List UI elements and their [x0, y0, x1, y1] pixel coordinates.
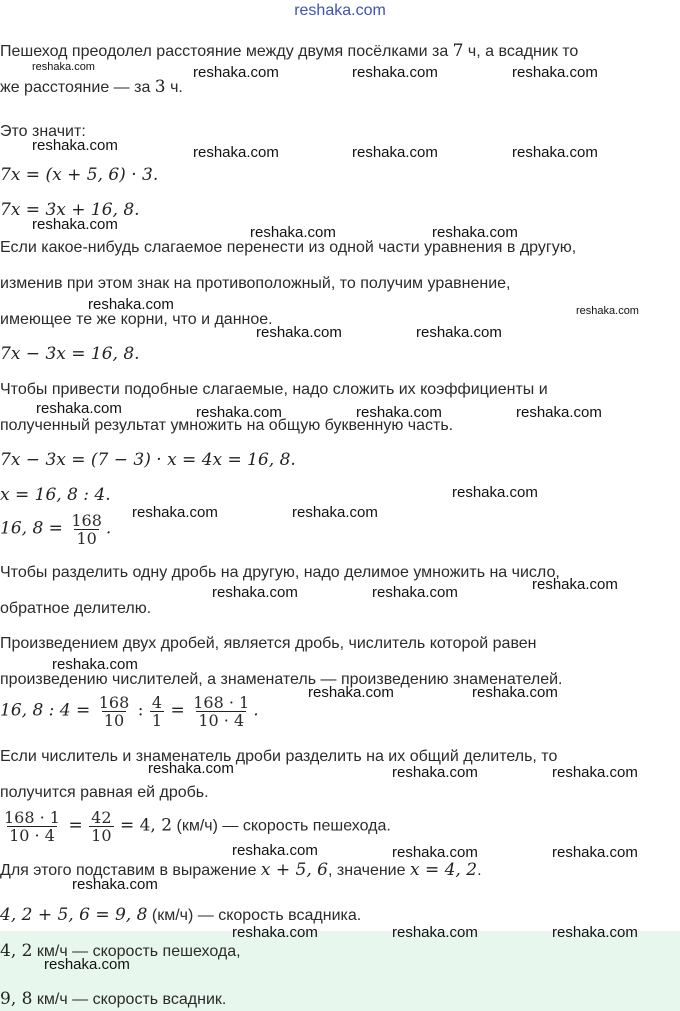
rule-line: Произведением двух дробей, является дробь, числитель которой равен: [0, 635, 537, 652]
watermark: reshaka.com: [32, 137, 118, 154]
watermark: reshaka.com: [52, 656, 138, 673]
watermark: reshaka.com: [532, 576, 618, 593]
watermark: reshaka.com: [250, 224, 336, 241]
fraction: $\frac{42}{10}$: [91, 808, 112, 845]
answer-line-1: 4, 2 км/ч — скорость пешехода,: [0, 941, 241, 961]
equation-6: 16, 8 = $\frac{168}{10}$ .: [0, 511, 112, 548]
watermark: reshaka.com: [356, 404, 442, 421]
watermark: reshaka.com: [512, 64, 598, 81]
watermark: reshaka.com: [392, 924, 478, 941]
watermark: reshaka.com: [372, 584, 458, 601]
watermark: reshaka.com: [308, 684, 394, 701]
rule-line: Если числитель и знаменатель дроби разделить на их общий делитель, то: [0, 748, 558, 765]
watermark: reshaka.com: [432, 224, 518, 241]
watermark: reshaka.com: [416, 324, 502, 341]
substitution-line: Для этого подставим в выражение x + 5, 6, значение x = 4, 2.: [0, 860, 482, 880]
answer-line-2: 9, 8 км/ч — скорость всадник.: [0, 989, 227, 1009]
rule-line: имеющее те же корни, что и данное.: [0, 311, 273, 328]
fraction: $\frac{168}{10}$: [98, 693, 130, 730]
rule-line: изменив при этом знак на противоположный, то получим уравнение,: [0, 275, 511, 292]
watermark: reshaka.com: [512, 144, 598, 161]
rule-line: произведению числителей, а знаменатель — произведению знаменателей.: [0, 671, 563, 688]
watermark: reshaka.com: [212, 584, 298, 601]
watermark: reshaka.com: [292, 504, 378, 521]
problem-line-2: же расстояние — за 3 ч.: [0, 77, 183, 97]
watermark: reshaka.com: [352, 144, 438, 161]
watermark: reshaka.com: [32, 216, 118, 233]
watermark: reshaka.com: [132, 504, 218, 521]
site-header-link[interactable]: reshaka.com: [294, 2, 386, 19]
rule-line: Если какое-нибудь слагаемое перенести из одной части уравнения в другую,: [0, 239, 577, 256]
watermark: reshaka.com: [72, 876, 158, 893]
watermark: reshaka.com: [196, 404, 282, 421]
watermark: reshaka.com: [472, 684, 558, 701]
watermark: reshaka.com: [352, 64, 438, 81]
rule-line: Чтобы привести подобные слагаемые, надо сложить их коэффициенты и: [0, 381, 548, 398]
watermark: reshaka.com: [36, 400, 122, 417]
watermark: reshaka.com: [452, 484, 538, 501]
watermark: reshaka.com: [552, 924, 638, 941]
equation-1: 7x = (x + 5, 6) · 3.: [0, 165, 159, 185]
equation-5: x = 16, 8 : 4.: [0, 485, 111, 505]
watermark: reshaka.com: [232, 924, 318, 941]
text-line: Это значит:: [0, 123, 86, 140]
watermark: reshaka.com: [232, 842, 318, 859]
watermark: reshaka.com: [552, 844, 638, 861]
fraction: $\frac{168 \cdot 1}{10 \cdot 4}$: [4, 808, 60, 845]
watermark: reshaka.com: [32, 61, 95, 73]
equation-3: 7x − 3x = 16, 8.: [0, 344, 140, 364]
watermark: reshaka.com: [193, 64, 279, 81]
fraction: $\frac{4}{1}$: [151, 693, 163, 730]
fraction: $\frac{168 \cdot 1}{10 \cdot 4}$: [193, 693, 250, 730]
problem-line-1: Пешеход преодолел расстояние между двумя посёлками за 7 ч, а всадник то: [0, 41, 579, 61]
watermark: reshaka.com: [392, 844, 478, 861]
equation-2: 7x = 3x + 16, 8.: [0, 200, 140, 220]
rule-line: Чтобы разделить одну дробь на другую, надо делимое умножить на число,: [0, 564, 560, 581]
watermark: reshaka.com: [516, 404, 602, 421]
watermark: reshaka.com: [576, 305, 639, 317]
equation-4: 7x − 3x = (7 − 3) · x = 4x = 16, 8.: [0, 450, 296, 470]
watermark: reshaka.com: [44, 956, 130, 973]
watermark: reshaka.com: [552, 764, 638, 781]
equation-7: 16, 8 : 4 = $\frac{168}{10}$ : $\frac{4}{1}$ = $\frac{168 \cdot 1}{10 \cdot 4}$ .: [0, 693, 259, 730]
equation-8: $\frac{168 \cdot 1}{10 \cdot 4}$ = $\frac{42}{10}$ = 4, 2 (км/ч) — скорость пешехода.: [4, 808, 391, 845]
watermark: reshaka.com: [148, 760, 234, 777]
rule-line: полученный результат умножить на общую буквенную часть.: [0, 417, 454, 434]
rule-line: обратное делителю.: [0, 600, 152, 617]
watermark: reshaka.com: [193, 144, 279, 161]
watermark: reshaka.com: [392, 764, 478, 781]
watermark: reshaka.com: [88, 296, 174, 313]
rule-line: получится равная ей дробь.: [0, 784, 209, 801]
fraction: $\frac{168}{10}$: [71, 511, 102, 548]
equation-9: 4, 2 + 5, 6 = 9, 8 (км/ч) — скорость всадника.: [0, 905, 362, 925]
watermark: reshaka.com: [256, 324, 342, 341]
